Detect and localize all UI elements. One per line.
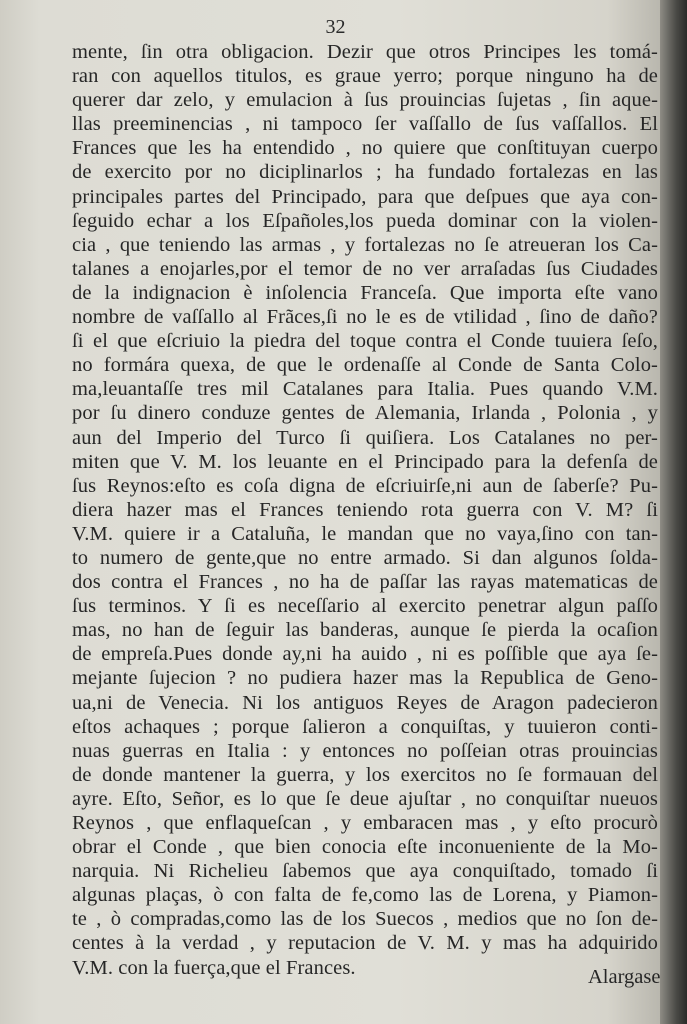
text-line: ua,ni de Venecia. Ni los antiguos Reyes de Aragon padecieron (72, 691, 658, 714)
text-line: V.M. quiere ir a Cataluña, le mandan que no vaya,ſino con tan- (72, 522, 658, 545)
text-line: eſtos achaques ; porque ſalieron a conquiſtas, y tuuieron conti- (72, 715, 658, 738)
text-line: ſi el que eſcriuio la piedra del toque contra el Conde tuuiera ſeſo, (72, 330, 658, 353)
catchword: Alargase (588, 966, 661, 988)
text-line: ſus terminos. Y ſi es neceſſario al exercito penetrar algun paſſo (72, 595, 658, 618)
text-line: to numero de gente,que no entre armado. Si dan algunos ſolda- (72, 546, 658, 569)
text-line: aun del Imperio del Turco ſi quiſiera. Los Catalanes no per- (72, 426, 658, 449)
text-line: de empreſa.Pues donde ay,ni ha auido , ni es poſſible que aya ſe- (72, 643, 658, 666)
text-line: mejante ſujecion ? no pudiera hazer mas la Republica de Geno- (72, 667, 658, 690)
text-line: querer dar zelo, y emulacion à ſus prouincias ſujetas , ſin aque- (72, 89, 658, 112)
text-line: de exercito por no diciplinarlos ; ha fundado fortalezas en las (72, 161, 658, 184)
text-line: centes à la verdad , y reputacion de V. M. y mas ha adquirido (72, 932, 658, 955)
page-number: 32 (325, 16, 346, 38)
text-line: te , ò compradas,como las de los Suecos , medios que no ſon de- (72, 908, 658, 931)
text-line: miten que V. M. los leuante en el Principado para la defenſa de (72, 450, 658, 473)
text-line: nombre de vaſſallo al Frãces,ſi no le es de vtilidad , ſino de daño? (72, 306, 658, 329)
text-line: por ſu dinero conduze gentes de Alemania, Irlanda , Polonia , y (72, 402, 658, 425)
text-line: de donde mantener la guerra, y los exercitos no ſe formauan del (72, 763, 658, 786)
text-line: principales partes del Principado, para que deſpues que aya con- (72, 185, 658, 208)
text-line: mas, no han de ſeguir las banderas, aunque ſe pierda la ocaſion (72, 619, 658, 642)
text-line: algunas plaças, ò con falta de fe,como las de Lorena, y Piamon- (72, 884, 658, 907)
text-line: dos contra el Frances , no ha de paſſar las rayas matematicas de (72, 571, 658, 594)
text-line: ran con aquellos titulos, es graue yerro; porque ninguno ha de (72, 65, 658, 88)
text-line: V.M. con la fuerça,que el Frances. (72, 956, 356, 979)
text-line: ſeguido echar a los Eſpañoles,los pueda dominar con la violen- (72, 209, 658, 232)
text-line: Reynos , que enflaqueſcan , y embaracen mas , y eſto procurò (72, 812, 658, 834)
body-text (72, 40, 658, 980)
text-line: ayre. Eſto, Señor, es lo que ſe deue ajuſtar , no conquiſtar nueuos (72, 787, 658, 810)
text-line: mente, ſin otra obligacion. Dezir que otros Principes les tomá- (72, 41, 658, 63)
text-line: Frances que les ha entendido , no quiere que conſtituyan cuerpo (72, 137, 658, 160)
text-line: talanes a enojarles,por el temor de no ver arraſadas ſus Ciudades (72, 257, 658, 280)
page-edge-shadow (660, 0, 687, 1024)
text-line: ſus Reynos:eſto es coſa digna de eſcriuirſe,ni aun de ſaberſe? Pu- (72, 474, 658, 497)
text-line: llas preeminencias , ni tampoco ſer vaſſallo de ſus vaſſallos. El (72, 113, 658, 136)
text-line: diera hazer mas el Frances teniendo rota guerra con V. M? ſi (72, 498, 658, 521)
text-line: cia , que teniendo las armas , y fortalezas no ſe atreueran los Ca- (72, 233, 658, 256)
text-line: de la indignacion è inſolencia Franceſa. Que importa eſte vano (72, 281, 658, 304)
text-line: narquia. Ni Richelieu ſabemos que aya conquiſtado, tomado ſi (72, 860, 658, 883)
text-line: nuas guerras en Italia : y entonces no poſſeian otras prouincias (72, 739, 658, 762)
text-line: no formára quexa, de que le ordenaſſe al Conde de Santa Colo- (72, 354, 658, 377)
text-line: ma,leuantaſſe tres mil Catalanes para Italia. Pues quando V.M. (72, 378, 658, 401)
text-line: obrar el Conde , que bien conocia eſte inconueniente de la Mo- (72, 836, 658, 859)
